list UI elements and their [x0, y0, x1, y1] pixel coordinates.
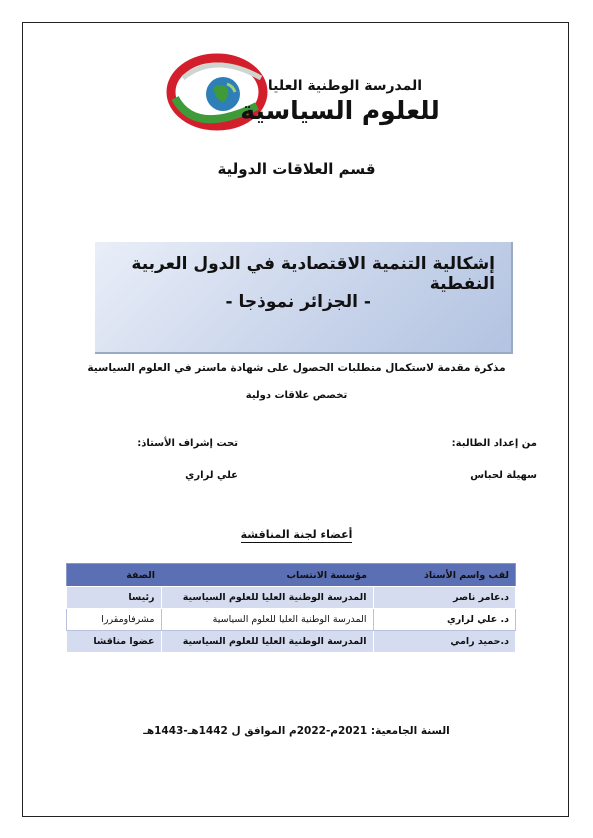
table-cell-role: مشرفاومقررا: [67, 609, 162, 631]
student-name: سهيلة لحباس: [470, 470, 537, 481]
table-cell-affiliation: المدرسة الوطنية العليا للعلوم السياسية: [161, 609, 373, 631]
thesis-subtitle: - الجزائر نموذجا -: [225, 292, 371, 312]
table-cell-role: عضوا مناقشا: [67, 631, 162, 653]
thesis-title-box: [95, 242, 513, 354]
school-logo: [165, 48, 440, 138]
logo-text-line1: المدرسة الوطنية العليا: [267, 78, 423, 94]
table-row: [67, 587, 516, 609]
column-header-role: الصفة: [67, 564, 162, 587]
table-header-row: [67, 564, 516, 587]
table-cell-affiliation: المدرسة الوطنية العليا للعلوم السياسية: [161, 631, 373, 653]
table-cell-name: د.حميد رامي: [373, 631, 516, 653]
logo-text-line2: للعلوم السياسية: [240, 96, 440, 125]
memo-statement: مذكرة مقدمة لاستكمال متطلبات الحصول على شهادة ماستر في العلوم السياسية: [87, 362, 506, 374]
table-cell-name: د. علي لراري: [373, 609, 516, 631]
thesis-title: إشكالية التنمية الاقتصادية في الدول العربية النفطية: [131, 254, 495, 294]
student-label: من إعداد الطالبة:: [451, 438, 537, 449]
committee-title: أعضاء لجنة المناقشة: [240, 528, 353, 541]
supervisor-label: تحت إشراف الأستاذ:: [137, 438, 238, 449]
department-title: قسم العلاقات الدولية: [217, 160, 376, 178]
table-cell-affiliation: المدرسة الوطنية العليا للعلوم السياسية: [161, 587, 373, 609]
page-border: [22, 22, 569, 817]
specialization: تخصص علاقات دولية: [245, 390, 348, 401]
table-row: [67, 631, 516, 653]
column-header-name: لقب واسم الأستاذ: [373, 564, 516, 587]
table-cell-name: د.عامر ناصر: [373, 587, 516, 609]
academic-year: السنة الجامعية: 2021م-2022م الموافق ل 1442هـ-1443هـ: [143, 725, 450, 737]
supervisor-name: علي لراري: [185, 470, 238, 481]
committee-heading: [0, 528, 593, 541]
committee-table: [66, 563, 516, 653]
table-cell-role: رئيسا: [67, 587, 162, 609]
column-header-affiliation: مؤسسة الانتساب: [161, 564, 373, 587]
table-row: [67, 609, 516, 631]
